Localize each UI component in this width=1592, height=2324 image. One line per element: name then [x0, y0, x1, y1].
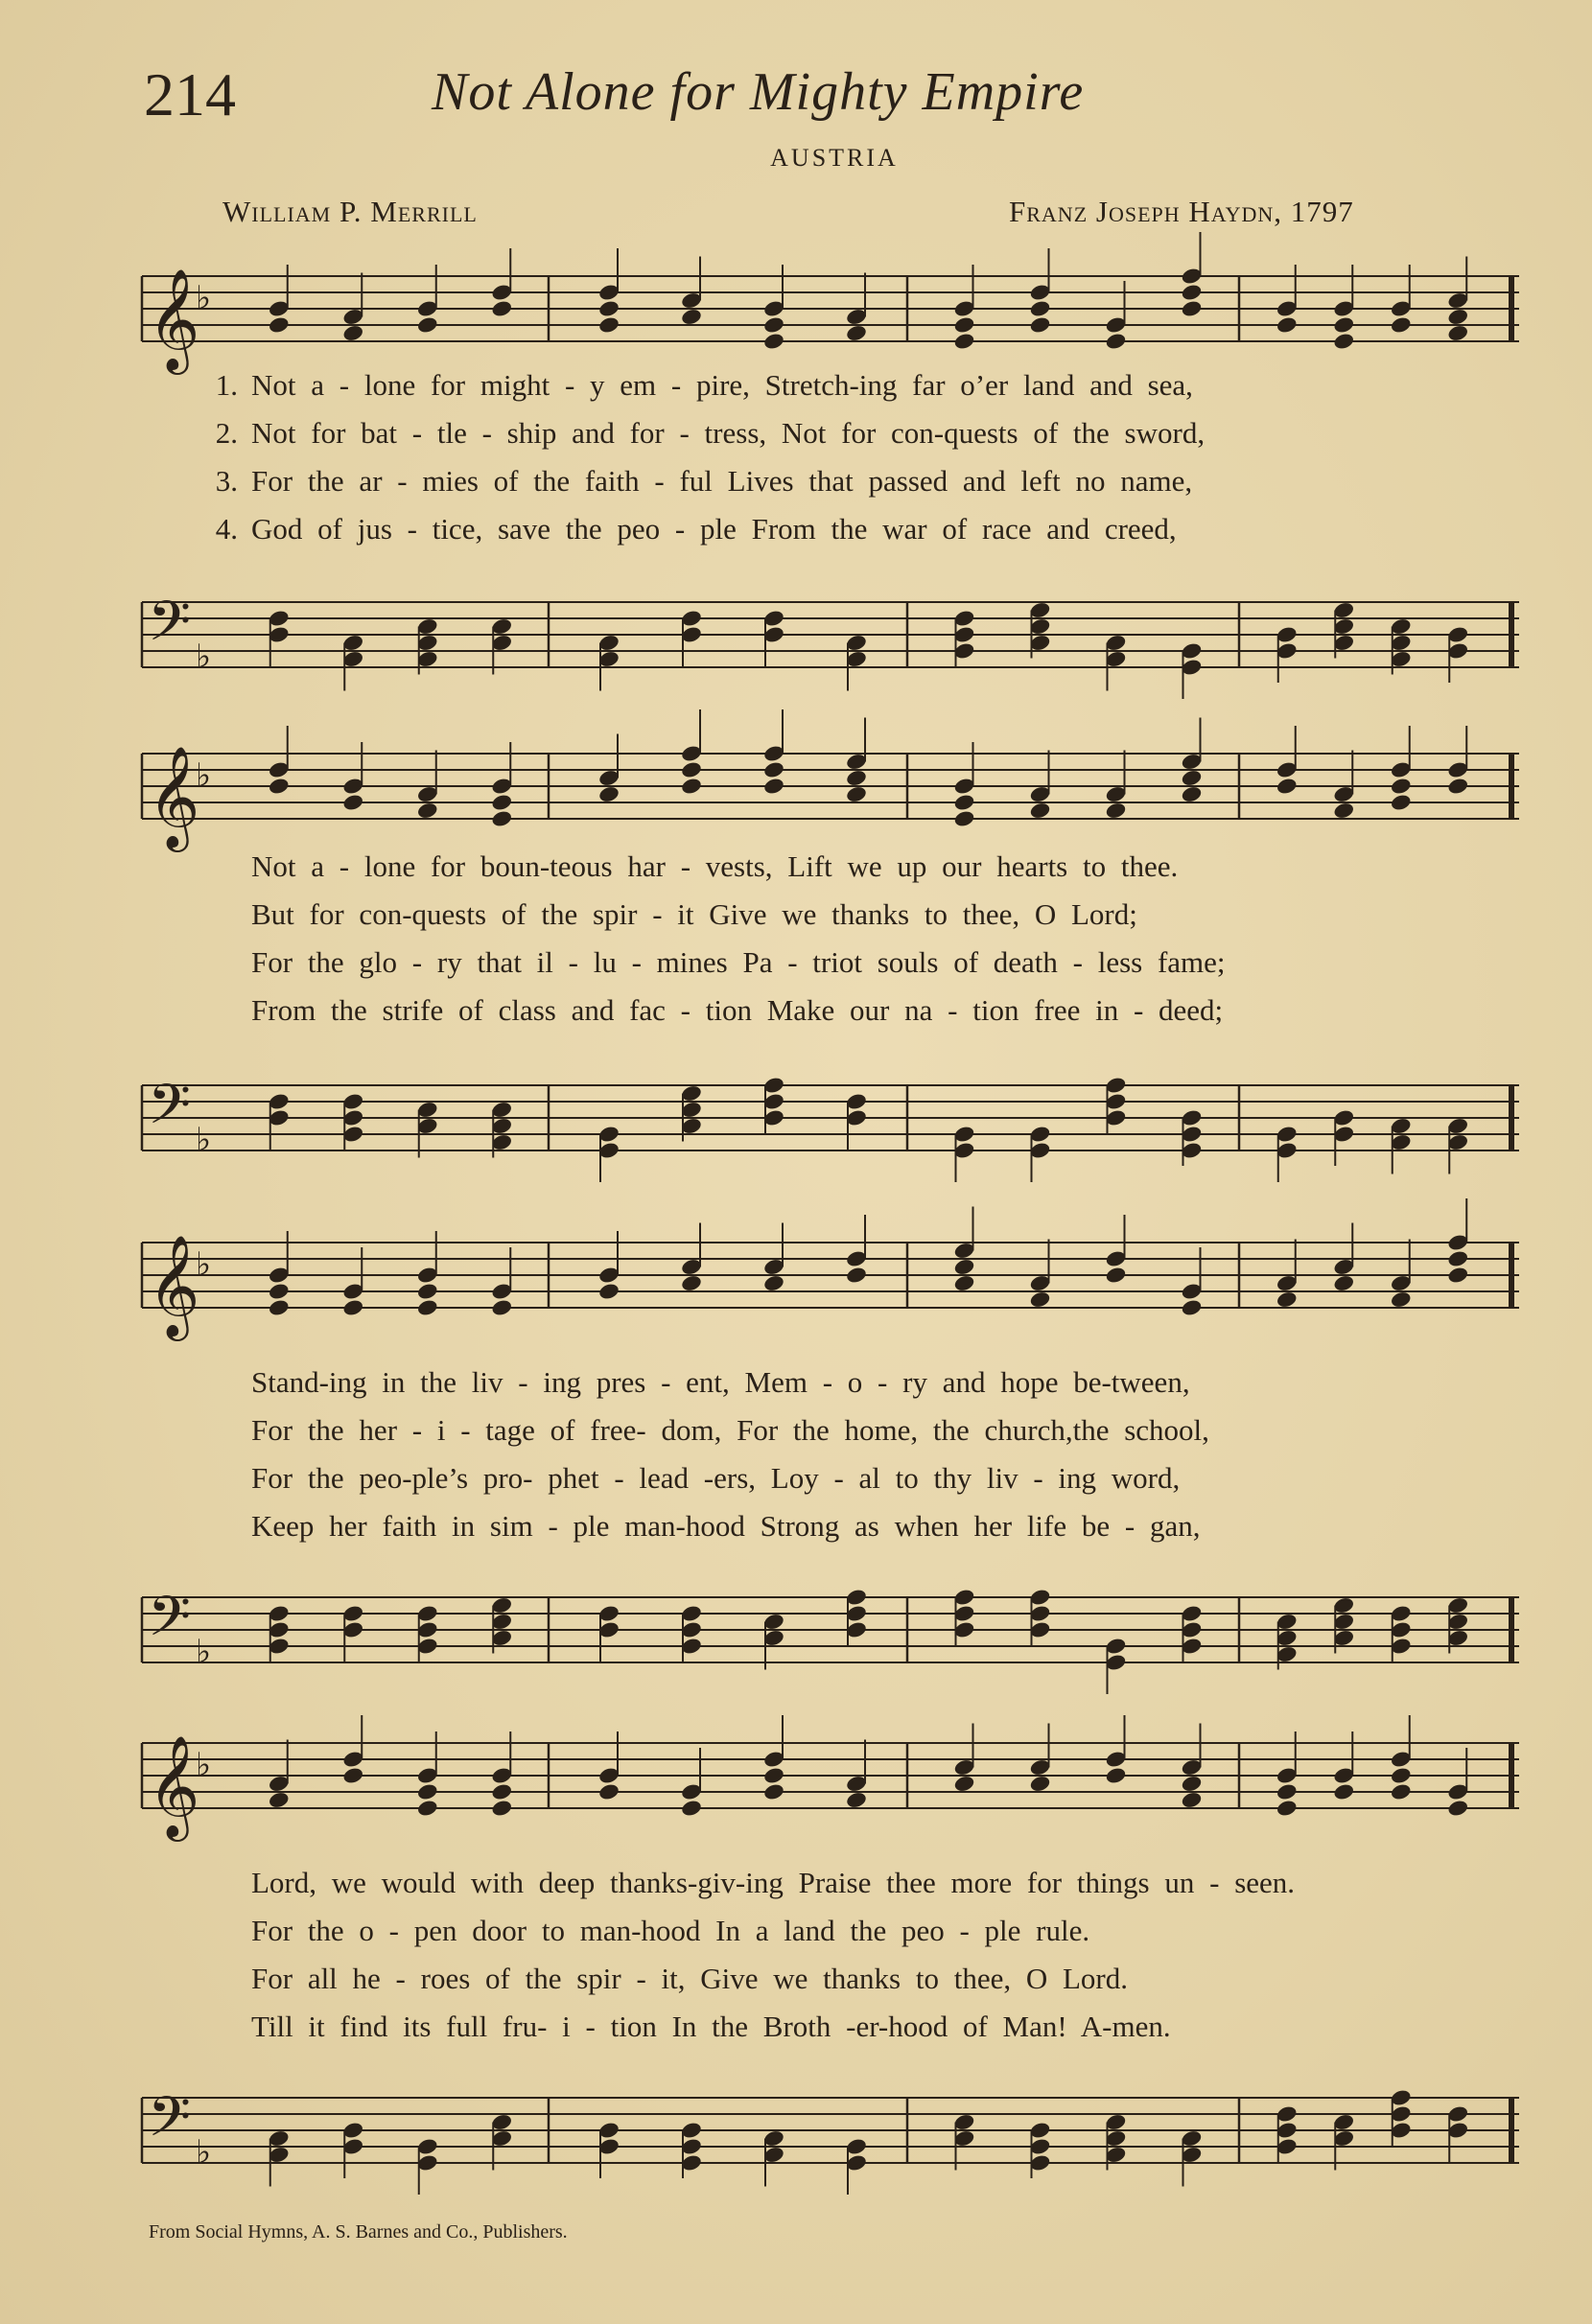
treble-staff: [136, 1229, 1525, 1336]
notehead-icon: [490, 793, 513, 812]
notehead-icon: [1390, 793, 1413, 812]
notehead-icon: [1105, 332, 1128, 351]
bass-clef-icon: 𝄢: [148, 589, 192, 667]
notehead-icon: [416, 315, 439, 335]
notehead-icon: [1446, 1266, 1469, 1285]
composer-credit: Franz Joseph Haydn, 1797: [1009, 195, 1354, 228]
treble-staff-engraving: [136, 1730, 1525, 1837]
notehead-icon: [1181, 785, 1204, 804]
verse-number: 1.: [215, 368, 238, 402]
notehead-icon: [1029, 1290, 1052, 1310]
bass-staff: [136, 1072, 1525, 1172]
notehead-icon: [1029, 1775, 1052, 1794]
lyric-text: Keep her faith in sim - ple man-hood Strong as when her life be - gan,: [251, 1509, 1201, 1543]
notehead-icon: [953, 809, 976, 828]
notehead-icon: [845, 324, 868, 343]
flat-icon: ♭: [196, 1633, 212, 1671]
notehead-icon: [416, 802, 439, 821]
notehead-icon: [268, 1298, 291, 1317]
lyric-text: Not a - lone for might - y em - pire, Stretch-ing far o’er land and sea,: [251, 368, 1193, 402]
notehead-icon: [762, 1782, 785, 1801]
notehead-icon: [416, 1282, 439, 1301]
treble-staff-engraving: [136, 263, 1525, 370]
notehead-icon: [1446, 777, 1469, 796]
flat-icon: ♭: [196, 756, 212, 795]
author-credit: William P. Merrill: [222, 195, 478, 228]
notehead-icon: [762, 1274, 785, 1293]
treble-clef-icon: 𝄞: [148, 1234, 200, 1336]
flat-icon: ♭: [196, 279, 212, 317]
notehead-icon: [1390, 1782, 1413, 1801]
lyric-line: [194, 464, 1536, 506]
notehead-icon: [490, 1782, 513, 1801]
bass-staff: [136, 2084, 1525, 2184]
notehead-icon: [680, 760, 703, 779]
flat-icon: ♭: [196, 638, 212, 676]
notehead-icon: [1276, 1782, 1299, 1801]
notehead-icon: [597, 785, 620, 804]
notehead-icon: [1181, 769, 1204, 788]
flat-icon: ♭: [196, 1245, 212, 1284]
treble-staff: [136, 1730, 1525, 1837]
notehead-icon: [490, 1799, 513, 1818]
verse-number: 4.: [215, 512, 238, 546]
notehead-icon: [1181, 1791, 1204, 1810]
lyric-text: Stand-ing in the liv - ing pres - ent, Mem - o - ry and hope be-tween,: [251, 1365, 1190, 1399]
flat-icon: ♭: [196, 1121, 212, 1159]
notehead-icon: [268, 315, 291, 335]
flat-icon: ♭: [196, 1746, 212, 1784]
bass-clef-icon: 𝄢: [148, 1072, 192, 1150]
notehead-icon: [490, 299, 513, 318]
notehead-icon: [845, 1791, 868, 1810]
notehead-icon: [341, 1766, 364, 1785]
lyric-text: For the ar - mies of the faith - ful Lives that passed and left no name,: [251, 464, 1193, 498]
notehead-icon: [1276, 1799, 1299, 1818]
notehead-icon: [416, 1298, 439, 1317]
notehead-icon: [1332, 802, 1355, 821]
lyric-text: For the o - pen door to man-hood In a land the peo - ple rule.: [251, 1914, 1090, 1947]
notehead-icon: [268, 777, 291, 796]
notehead-icon: [1276, 315, 1299, 335]
notehead-icon: [597, 1782, 620, 1801]
lyric-line: [194, 897, 1536, 940]
lyric-line: [194, 512, 1536, 554]
lyric-text: Till it find its full fru- i - tion In the Broth -er-hood of Man! A-men.: [251, 2010, 1171, 2043]
lyric-text: Lord, we would with deep thanks-giv-ing Praise thee more for things un - seen.: [251, 1866, 1296, 1899]
bass-clef-icon: 𝄢: [148, 2084, 192, 2163]
treble-clef-icon: 𝄞: [148, 745, 200, 848]
lyric-text: For the glo - ry that il - lu - mines Pa - triot souls of death - less fame;: [251, 945, 1226, 979]
bass-staff-engraving: [136, 2084, 1525, 2184]
notehead-icon: [1181, 299, 1204, 318]
publisher-credit: From Social Hymns, A. S. Barnes and Co., Publishers.: [149, 2221, 568, 2243]
notehead-icon: [762, 777, 785, 796]
lyric-text: God of jus - tice, save the peo - ple From the war of race and creed,: [251, 512, 1177, 546]
notehead-icon: [762, 332, 785, 351]
lyric-line: [194, 1962, 1536, 2004]
notehead-icon: [680, 1274, 703, 1293]
notehead-icon: [680, 1799, 703, 1818]
notehead-icon: [268, 1791, 291, 1810]
lyric-line: [194, 993, 1536, 1035]
lyric-line: [194, 1365, 1536, 1407]
notehead-icon: [953, 793, 976, 812]
lyric-text: Not a - lone for boun-teous har - vests, Lift we up our hearts to thee.: [251, 849, 1179, 883]
notehead-icon: [490, 1298, 513, 1317]
notehead-icon: [597, 315, 620, 335]
notehead-icon: [953, 315, 976, 335]
notehead-icon: [1332, 332, 1355, 351]
flat-icon: ♭: [196, 2133, 212, 2172]
lyric-line: [194, 368, 1536, 410]
bass-staff-engraving: [136, 1584, 1525, 1684]
lyric-line: [194, 1461, 1536, 1503]
notehead-icon: [845, 785, 868, 804]
lyric-line: [194, 945, 1536, 988]
lyric-text: For the peo-ple’s pro- phet - lead -ers, Loy - al to thy liv - ing word,: [251, 1461, 1181, 1495]
lyric-text: But for con-quests of the spir - it Give we thanks to thee, O Lord;: [251, 897, 1137, 931]
notehead-icon: [1181, 1298, 1204, 1317]
lyric-text: Not for bat - tle - ship and for - tress, Not for con-quests of the sword,: [251, 416, 1206, 450]
notehead-icon: [341, 1298, 364, 1317]
notehead-icon: [416, 1782, 439, 1801]
notehead-icon: [1181, 283, 1204, 302]
lyric-text: For all he - roes of the spir - it, Give we thanks to thee, O Lord.: [251, 1962, 1129, 1995]
notehead-icon: [416, 1799, 439, 1818]
notehead-icon: [1446, 308, 1469, 327]
notehead-icon: [953, 332, 976, 351]
notehead-icon: [1446, 1249, 1469, 1268]
notehead-icon: [1105, 802, 1128, 821]
bass-staff-engraving: [136, 1072, 1525, 1172]
notehead-icon: [490, 809, 513, 828]
notehead-icon: [1105, 1266, 1128, 1285]
notehead-icon: [1446, 1799, 1469, 1818]
treble-staff-engraving: [136, 740, 1525, 848]
notehead-icon: [762, 760, 785, 779]
notehead-icon: [1105, 1766, 1128, 1785]
hymn-number: 214: [144, 60, 236, 128]
notehead-icon: [1029, 315, 1052, 335]
tune-name: AUSTRIA: [770, 144, 899, 172]
notehead-icon: [953, 1274, 976, 1293]
notehead-icon: [1276, 1290, 1299, 1310]
notehead-icon: [268, 1282, 291, 1301]
treble-staff: [136, 263, 1525, 370]
notehead-icon: [953, 1775, 976, 1794]
hymn-title: Not Alone for Mighty Empire: [432, 62, 1085, 122]
notehead-icon: [762, 315, 785, 335]
notehead-icon: [953, 1258, 976, 1277]
notehead-icon: [1029, 802, 1052, 821]
notehead-icon: [1332, 315, 1355, 335]
notehead-icon: [762, 1766, 785, 1785]
bass-staff: [136, 1584, 1525, 1684]
treble-staff: [136, 740, 1525, 848]
notehead-icon: [1029, 299, 1052, 318]
notehead-icon: [341, 324, 364, 343]
notehead-icon: [1390, 315, 1413, 335]
lyric-line: [194, 1866, 1536, 1908]
notehead-icon: [1390, 1290, 1413, 1310]
notehead-icon: [597, 299, 620, 318]
notehead-icon: [1276, 777, 1299, 796]
notehead-icon: [845, 1266, 868, 1285]
notehead-icon: [680, 308, 703, 327]
lyric-line: [194, 416, 1536, 458]
verse-number: 2.: [215, 416, 238, 450]
lyric-line: [194, 849, 1536, 892]
treble-staff-engraving: [136, 1229, 1525, 1336]
lyric-line: [194, 1509, 1536, 1551]
notehead-icon: [845, 769, 868, 788]
treble-clef-icon: 𝄞: [148, 267, 200, 370]
lyric-line: [194, 2010, 1536, 2052]
bass-clef-icon: 𝄢: [148, 1584, 192, 1662]
bass-staff-engraving: [136, 589, 1525, 688]
lyric-line: [194, 1413, 1536, 1455]
notehead-icon: [1332, 1782, 1355, 1801]
lyric-text: From the strife of class and fac - tion Make our na - tion free in - deed;: [251, 993, 1224, 1027]
notehead-icon: [1332, 1274, 1355, 1293]
notehead-icon: [1390, 777, 1413, 796]
treble-clef-icon: 𝄞: [148, 1734, 200, 1837]
notehead-icon: [341, 793, 364, 812]
notehead-icon: [1390, 1766, 1413, 1785]
notehead-icon: [1181, 1775, 1204, 1794]
notehead-icon: [597, 1282, 620, 1301]
lyric-text: For the her - i - tage of free- dom, For the home, the church,the school,: [251, 1413, 1209, 1447]
lyric-line: [194, 1914, 1536, 1956]
notehead-icon: [1446, 324, 1469, 343]
verse-number: 3.: [215, 464, 238, 498]
bass-staff: [136, 589, 1525, 688]
notehead-icon: [680, 777, 703, 796]
